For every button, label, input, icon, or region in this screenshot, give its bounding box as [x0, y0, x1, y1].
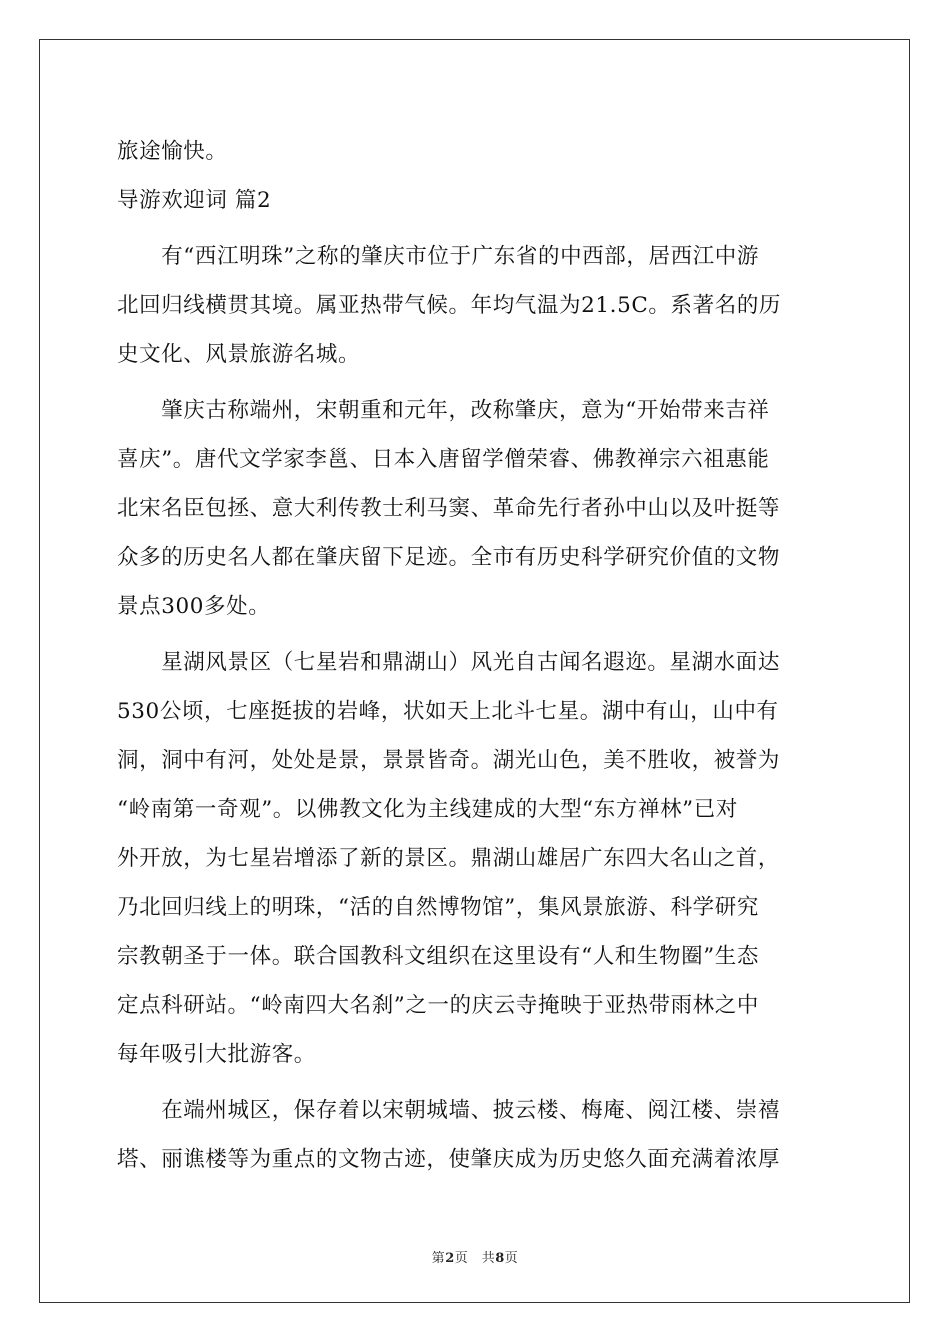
- text-line: 喜庆”。唐代文学家李邕、日本入唐留学僧荣睿、佛教禅宗六祖惠能: [117, 447, 770, 472]
- text-line: 洞，洞中有河，处处是景，景景皆奇。湖光山色，美不胜收，被誉为: [117, 748, 781, 773]
- text-line: 北回归线横贯其境。属亚热带气候。年均气温为21.5C。系著名的历: [117, 293, 782, 318]
- text-line: 宗教朝圣于一体。联合国教科文组织在这里设有“人和生物圈”生态: [117, 944, 759, 969]
- text-line: 星湖风景区（七星岩和鼎湖山）风光自古闻名遐迩。星湖水面达: [117, 650, 781, 675]
- text-line: 乃北回归线上的明珠，“活的自然博物馆”，集风景旅游、科学研究: [117, 895, 759, 920]
- text-line: 每年吸引大批游客。: [117, 1042, 316, 1067]
- text-line: 定点科研站。“岭南四大名刹”之一的庆云寺掩映于亚热带雨林之中: [117, 993, 759, 1018]
- text-line: 景点300多处。: [117, 594, 271, 619]
- page-label-mid: 页 共: [454, 1251, 496, 1266]
- text-line: 有“西江明珠”之称的肇庆市位于广东省的中西部，居西江中游: [117, 244, 759, 269]
- text-line: “岭南第一奇观”。以佛教文化为主线建成的大型“东方禅林”已对: [117, 797, 738, 822]
- document-body: [117, 127, 835, 1184]
- page-label-prefix: 第: [431, 1251, 446, 1266]
- text-line: 外开放，为七星岩增添了新的景区。鼎湖山雄居广东四大名山之首，: [117, 846, 781, 871]
- text-line: 在端州城区，保存着以宋朝城墙、披云楼、梅庵、阅江楼、崇禧: [117, 1098, 781, 1123]
- section-heading: 导游欢迎词 篇2: [117, 188, 272, 213]
- text-line: 史文化、风景旅游名城。: [117, 342, 361, 367]
- page-label-suffix: 页: [504, 1251, 519, 1266]
- page-footer: [0, 1247, 950, 1266]
- text-line: 塔、丽谯楼等为重点的文物古迹，使肇庆成为历史悠久面充满着浓厚: [117, 1147, 781, 1172]
- text-line: 众多的历史名人都在肇庆留下足迹。全市有历史科学研究价值的文物: [117, 545, 781, 570]
- text-line: 530公顷，七座挺拔的岩峰，状如天上北斗七星。湖中有山，山中有: [117, 699, 779, 724]
- text-line: 旅途愉快。: [117, 139, 228, 164]
- page-total-number: 8: [495, 1251, 505, 1266]
- text-line: 北宋名臣包拯、意大利传教士利马窦、革命先行者孙中山以及叶挺等: [117, 496, 781, 521]
- text-line: 肇庆古称端州，宋朝重和元年，改称肇庆，意为“开始带来吉祥: [117, 398, 770, 423]
- page-current-number: 2: [445, 1251, 455, 1266]
